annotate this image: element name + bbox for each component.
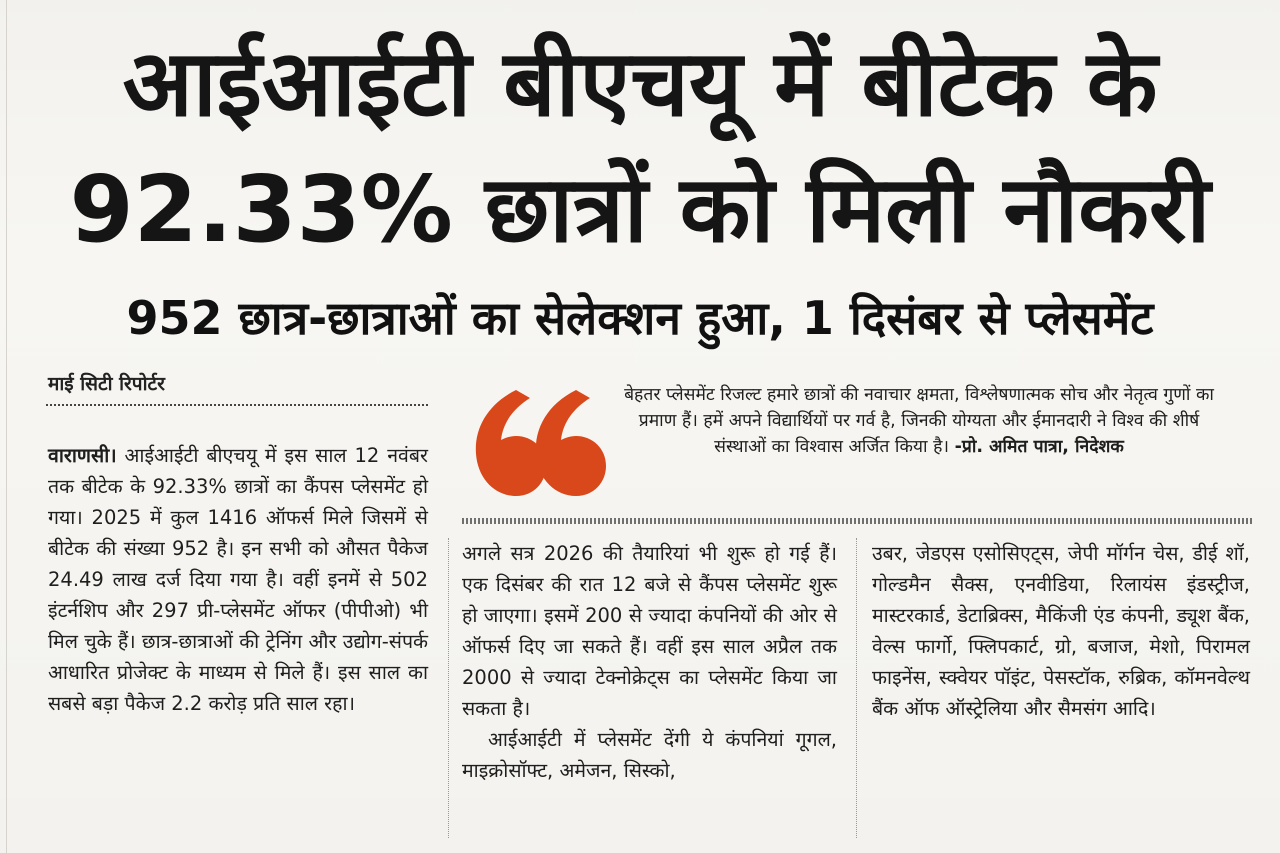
quote-body: बेहतर प्लेसमेंट रिजल्ट हमारे छात्रों की नवाचार क्षमता, विश्लेषणात्मक सोच और नेतृत्व गुणों का प्रमाण हैं। हमें अपने विद्यार्थियों पर गर्व है, जिनकी योग्यता और ईमानदारी ने विश्व की शीर्ष संस्थाओं का विश्वास अर्जित किया है। <box>624 385 1214 457</box>
article-column-1 <box>48 440 428 719</box>
headline-line-2: 92.33% छात्रों को मिली नौकरी <box>69 156 1211 263</box>
column-2-paragraph-1: अगले सत्र 2026 की तैयारियां भी शुरू हो गई हैं। एक दिसंबर की रात 12 बजे से कैंपस प्लेसमेंट शुरू हो जाएगा। इसमें 200 से ज्यादा कंपनियों की ओर से ऑफर्स दिए जा सकते हैं। वहीं इस साल अप्रैल तक 2000 से ज्यादा टेक्नोक्रेट्स का प्लेसमेंट किया जा सकता है। <box>462 542 837 720</box>
byline: माई सिटी रिपोर्टर <box>48 373 165 395</box>
column-divider <box>856 538 857 838</box>
byline-divider <box>46 404 428 406</box>
article-column-3 <box>872 538 1250 724</box>
quote-text <box>614 382 1224 460</box>
column-1-text: आईआईटी बीएचयू में इस साल 12 नवंबर तक बीटेक के 92.33% छात्रों का कैंपस प्लेसमेंट हो गया। 2025 में कुल 1416 ऑफर्स मिले जिसमें से बीटेक की संख्या 952 है। इन सभी को औसत पैकेज 24.49 लाख दर्ज दिया गया है। वहीं इनमें से 502 इंटर्नशिप और 297 प्री-प्लेसमेंट ऑफर (पीपीओ) भी मिल चुके हैं। छात्र-छात्राओं की ट्रेनिंग और उद्योग-संपर्क आधारित प्रोजेक्ट के माध्यम से मिले हैं। इस साल का सबसे बड़ा पैकेज 2.2 करोड़ प्रति साल रहा। <box>48 444 428 715</box>
page-edge <box>6 0 7 853</box>
column-3-text: उबर, जेडएस एसोसिएट्स, जेपी मॉर्गन चेस, डीई शॉ, गोल्डमैन सैक्स, एनवीडिया, रिलायंस इंडस्ट्रीज, मास्टरकार्ड, डेटाब्रिक्स, मैकिंजी एंड कंपनी, ड्यूश बैंक, वेल्स फार्गो, फ्लिपकार्ट, ग्रो, बजाज, मेशो, पिरामल फाइनेंस, स्क्वेयर पॉइंट, पेसस्टॉक, रुब्रिक, कॉमनवेल्थ बैंक ऑफ ऑस्ट्रेलिया और सैमसंग आदि। <box>872 542 1250 720</box>
dateline: वाराणसी। <box>48 444 117 467</box>
column-divider <box>448 538 449 838</box>
subheadline: 952 छात्र-छात्राओं का सेलेक्शन हुआ, 1 दिसंबर से प्लेसमेंट <box>126 291 1154 345</box>
headline-line-1: आईआईटी बीएचयू में बीटेक के <box>122 30 1158 137</box>
quote-attribution: -प्रो. अमित पात्रा, निदेशक <box>954 437 1124 457</box>
pull-quote <box>462 380 1252 510</box>
quote-divider <box>462 518 1252 524</box>
column-2-paragraph-2: आईआईटी में प्लेसमेंट देंगी ये कंपनियां गूगल, माइक्रोसॉफ्ट, अमेजन, सिस्को, <box>462 728 837 782</box>
article-column-2 <box>462 538 837 786</box>
quote-mark-icon <box>470 376 610 506</box>
